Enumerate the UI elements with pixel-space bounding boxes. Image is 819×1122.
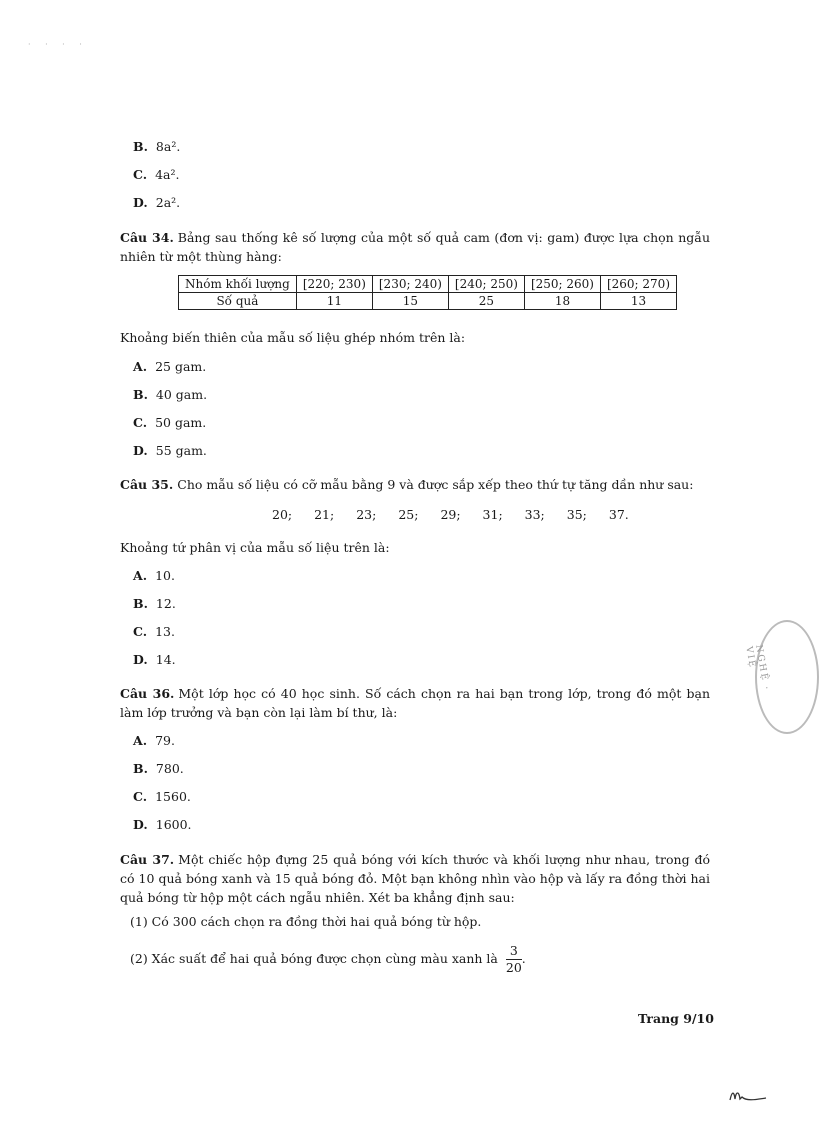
frequency-table (178, 275, 677, 310)
q34-text: Bảng sau thống kê số lượng của một số quả cam (đơn vị: gam) được lựa chọn ngẫu nhiên từ một thùng hàng: (120, 230, 710, 264)
q34-option-d: D. 55 gam. (133, 443, 207, 458)
stamp-text: NGHỆ · VIỆ (743, 644, 772, 693)
fraction-denominator: 20 (505, 960, 522, 975)
table-cell: [250; 260) (524, 276, 600, 293)
seal-stamp (743, 620, 819, 734)
series-value: 25; (398, 507, 419, 522)
table-cell: 11 (296, 293, 372, 310)
q35-stem (120, 475, 710, 494)
table-cell: 15 (372, 293, 448, 310)
q37-statement-1: (1) Có 300 cách chọn ra đồng thời hai quả bóng từ hộp. (130, 914, 482, 929)
table-cell: [230; 240) (372, 276, 448, 293)
q34-stem (120, 228, 710, 266)
q34-option-c: C. 50 gam. (133, 415, 207, 430)
fraction-numerator: 3 (506, 943, 522, 960)
q33-option-b: B. 8a². (133, 139, 181, 154)
q37-statement-2 (130, 943, 526, 976)
q34-question: Khoảng biến thiên của mẫu số liệu ghép nhóm trên là: (120, 330, 466, 345)
q37-text: Một chiếc hộp đựng 25 quả bóng với kích thước và khối lượng như nhau, trong đó có 10 quả bóng xanh và 15 quả bóng đỏ. Một bạn không nhìn vào hộp và lấy ra đồng thời hai quả bóng từ hộp một cách ngẫu nhiên. Xét ba khẳng định sau: (120, 852, 710, 905)
table-cell: 18 (524, 293, 600, 310)
table-header-groups: Nhóm khối lượng (179, 276, 297, 293)
q35-option-d: D. 14. (133, 652, 176, 667)
table-row (179, 276, 677, 293)
q35-question: Khoảng tứ phân vị của mẫu số liệu trên là: (120, 540, 390, 555)
q34-option-a: A. 25 gam. (133, 359, 207, 374)
series-value: 23; (356, 507, 377, 522)
q37-stem (120, 850, 710, 907)
q35-option-b: B. 12. (133, 596, 176, 611)
fraction (506, 943, 522, 976)
signature-mark (728, 1085, 768, 1105)
q36-text: Một lớp học có 40 học sinh. Số cách chọn ra hai bạn trong lớp, trong đó một bạn làm lớp trưởng và bạn còn lại làm bí thư, là: (120, 686, 710, 720)
q36-option-a: A. 79. (133, 733, 175, 748)
data-series (272, 507, 641, 522)
q36-option-d: D. 1600. (133, 817, 192, 832)
q37-label: Câu 37. (120, 852, 175, 867)
fraction-period: . (521, 951, 526, 966)
scan-artifact: · · · · (28, 40, 88, 49)
q36-option-b: B. 780. (133, 761, 184, 776)
series-value: 35; (566, 507, 587, 522)
q33-option-d: D. 2a². (133, 195, 181, 210)
table-cell: 25 (448, 293, 524, 310)
table-cell: [240; 250) (448, 276, 524, 293)
table-cell: [220; 230) (296, 276, 372, 293)
q35-text: Cho mẫu số liệu có cỡ mẫu bằng 9 và được sắp xếp theo thứ tự tăng dần như sau: (177, 477, 694, 492)
series-value: 37. (608, 507, 629, 522)
page-number: Trang 9/10 (638, 1011, 714, 1026)
q34-option-b: B. 40 gam. (133, 387, 208, 402)
series-value: 29; (440, 507, 461, 522)
table-cell: 13 (600, 293, 676, 310)
q37-statement-2-text: (2) Xác suất để hai quả bóng được chọn cùng màu xanh là (130, 951, 498, 966)
table-row (179, 293, 677, 310)
q34-label: Câu 34. (120, 230, 174, 245)
q33-option-c: C. 4a². (133, 167, 180, 182)
table-header-counts: Số quả (179, 293, 297, 310)
q36-option-c: C. 1560. (133, 789, 191, 804)
q35-option-c: C. 13. (133, 624, 175, 639)
series-value: 33; (524, 507, 545, 522)
q35-label: Câu 35. (120, 477, 174, 492)
q36-label: Câu 36. (120, 686, 175, 701)
q36-stem (120, 684, 710, 722)
q35-option-a: A. 10. (133, 568, 175, 583)
series-value: 31; (482, 507, 503, 522)
series-value: 20; (272, 507, 293, 522)
table-cell: [260; 270) (600, 276, 676, 293)
series-value: 21; (314, 507, 335, 522)
